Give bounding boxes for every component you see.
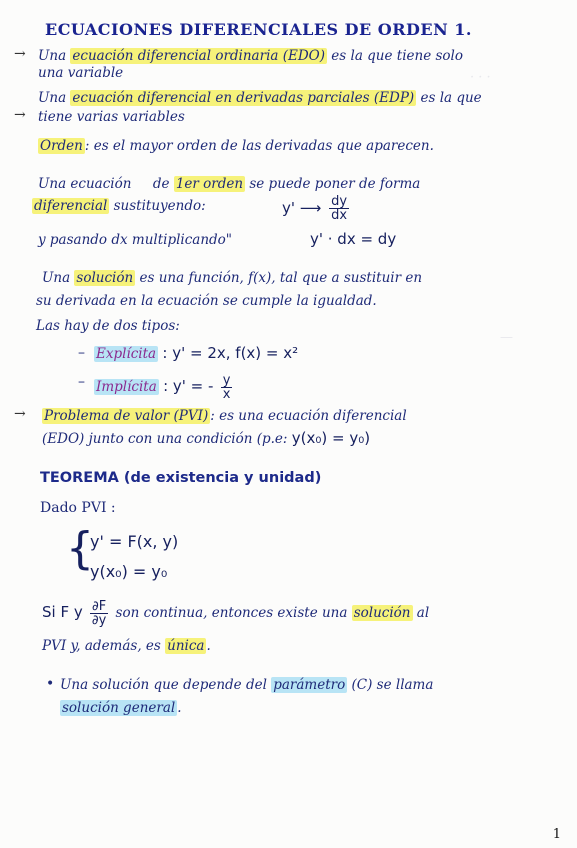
implicita-highlight: Implícita bbox=[96, 379, 157, 395]
diferencial-highlight: diferencial bbox=[34, 198, 108, 214]
page-number: 1 bbox=[552, 827, 561, 842]
primer-orden-line2: diferencial sustituyendo: bbox=[34, 198, 206, 214]
edp-definition-line2: tiene varias variables bbox=[38, 109, 185, 125]
solucion-highlight: solución bbox=[353, 605, 411, 621]
edp-highlight: ecuación diferencial en derivadas parciales (EDP) bbox=[72, 90, 415, 106]
dado-pvi: Dado PVI : bbox=[40, 500, 116, 516]
solucion-general-line1: Una solución que depende del parámetro (C) se llama bbox=[60, 677, 434, 693]
edo-highlight: ecuación diferencial ordinaria (EDO) bbox=[72, 48, 325, 64]
teorema-statement: Si F y $\frac{\partial F}{\partial y}$ son continua, entonces existe una solución al bbox=[42, 599, 430, 628]
arrow-bullet-icon: → bbox=[14, 107, 26, 123]
arrow-bullet-icon: → bbox=[14, 406, 26, 422]
system-brace: { bbox=[66, 523, 94, 574]
orden-highlight: Orden bbox=[40, 138, 83, 154]
dy-dx-fraction: $\frac{dy}{dx}$ bbox=[331, 194, 348, 223]
arrow-bullet-icon: → bbox=[14, 46, 26, 62]
unica-highlight: única bbox=[167, 638, 205, 654]
dot-bullet: • bbox=[46, 676, 55, 692]
solucion-line3: Las hay de dos tipos: bbox=[36, 318, 180, 334]
edo-definition: Una ecuación diferencial ordinaria (EDO) es la que tiene solo bbox=[38, 48, 463, 64]
pvi-highlight: Problema de valor (PVI) bbox=[44, 408, 209, 424]
orden-definition: Orden : es el mayor orden de las derivadas que aparecen. bbox=[40, 138, 434, 154]
edp-definition: Una ecuación diferencial en derivadas parciales (EDP) es la que bbox=[38, 90, 482, 106]
substitution-formula: y' ⟶ $\frac{dy}{dx}$ bbox=[282, 194, 348, 223]
teorema-statement-line2: PVI y, además, es única . bbox=[42, 638, 211, 654]
edo-definition-line2: una variable bbox=[38, 65, 124, 81]
dx-multiplied-formula: y' · dx = dy bbox=[310, 230, 397, 248]
dash-bullet: – bbox=[78, 374, 85, 390]
ghost-text: · · · bbox=[470, 70, 491, 85]
solucion-line1: Una solución es una función, f(x), tal que a sustituir en bbox=[42, 270, 423, 286]
solucion-general-highlight: solución general bbox=[62, 700, 176, 716]
primer-orden-line3: y pasando dx multiplicando" bbox=[38, 232, 233, 248]
implicita-item: Implícita : y' = - $\frac{y}{x}$ bbox=[96, 373, 231, 402]
page-title: ECUACIONES DIFERENCIALES DE ORDEN 1. bbox=[45, 20, 472, 39]
y-over-x-fraction: $\frac{y}{x}$ bbox=[222, 373, 231, 402]
primer-orden-line1: Una ecuación de 1er orden se puede poner de forma bbox=[38, 176, 421, 192]
solucion-highlight: solución bbox=[76, 270, 134, 286]
system-equation-2: y(x₀) = y₀ bbox=[90, 562, 168, 581]
pvi-definition: Problema de valor (PVI) : es una ecuación diferencial bbox=[44, 408, 407, 424]
primer-orden-highlight: 1er orden bbox=[175, 176, 244, 192]
dash-bullet: – bbox=[78, 345, 85, 361]
explicita-highlight: Explícita bbox=[96, 346, 157, 362]
partial-derivative-fraction: $\frac{\partial F}{\partial y}$ bbox=[91, 599, 107, 628]
solucion-general-line2: solución general . bbox=[62, 700, 182, 716]
teorema-heading: TEOREMA (de existencia y unidad) bbox=[40, 470, 322, 486]
ghost-text: — bbox=[500, 330, 513, 345]
parametro-highlight: parámetro bbox=[273, 677, 346, 693]
explicita-item: Explícita : y' = 2x, f(x) = x² bbox=[96, 344, 299, 362]
pvi-definition-line2: (EDO) junto con una condición (p.e: y(x₀) = y₀) bbox=[42, 429, 371, 447]
solucion-line2: su derivada en la ecuación se cumple la igualdad. bbox=[36, 293, 377, 309]
system-equation-1: y' = F(x, y) bbox=[90, 532, 179, 551]
